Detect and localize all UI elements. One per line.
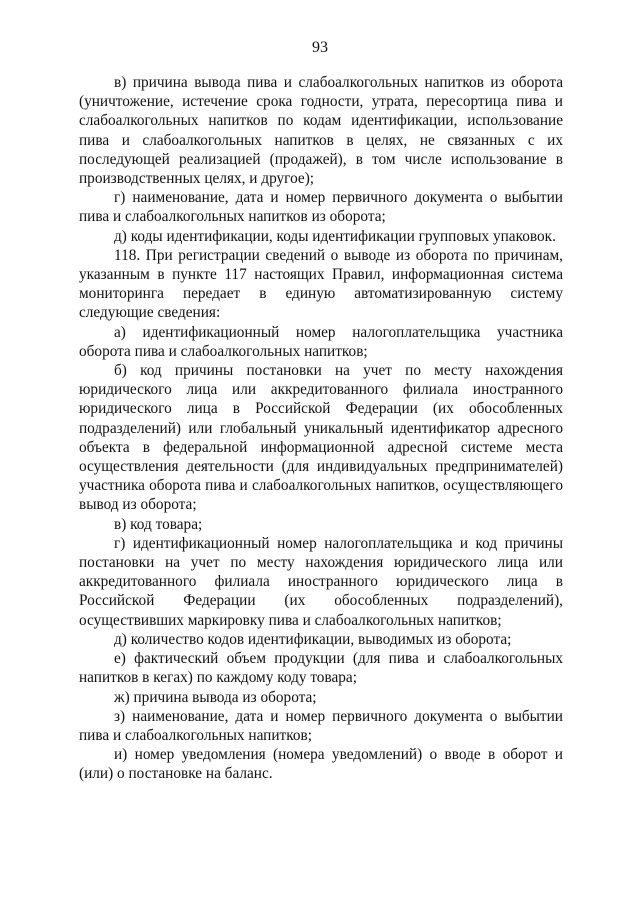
item-v-product-code: в) код товара; <box>114 515 203 533</box>
item-g-primary-document: г) наименование, дата и номер первичного документа о выбытии пива и слабоалкогольных напитков из оборота; <box>79 189 563 226</box>
item-z-primary-document: з) наименование, дата и номер первичного документа о выбытии пива и слабоалкогольных напитков; <box>79 707 563 744</box>
item-d-identification-codes: д) коды идентификации, коды идентификации групповых упаковок. <box>114 227 556 245</box>
document-body <box>79 73 563 784</box>
item-g-marking-participant: г) идентификационный номер налогоплательщика и код причины постановки на учет по месту нахождения юридического лица или аккредитованного филиала иностранного юридического лица в Российской Федерации (их обособленных подразделений), осуществивших маркировку пива и слабоалкогольных напитков; <box>79 534 563 629</box>
clause-118: 118. При регистрации сведений о выводе из оборота по причинам, указанным в пункте 117 настоящих Правил, информационная система мониторинга передает в единую автоматизированную систему следующие сведения: <box>79 246 563 322</box>
page-number: 93 <box>312 39 328 56</box>
item-i-notification-number: и) номер уведомления (номера уведомлений) о вводе в оборот и (или) о постановке на баланс. <box>79 746 563 783</box>
item-e-actual-volume: е) фактический объем продукции (для пива и слабоалкогольных напитков в кегах) по каждому коду товара; <box>79 650 563 687</box>
item-v-withdrawal-reason: в) причина вывода пива и слабоалкогольных напитков из оборота (уничтожение, истечение срока годности, утрата, пересортица пива и слабоалкогольных напитков по кодам идентификации, использование пива и слабоалкогольных напитков в целях, не связанных с их последующей реализацией (продажей), в том числе использование в производственных целях, и другое); <box>79 74 563 188</box>
item-b-registration-reason-code: б) код причины постановки на учет по месту нахождения юридического лица или аккредитованного филиала иностранного юридического лица в Российской Федерации (их обособленных подразделений) или глобальный уникальный идентификатор адресного объекта в федеральной информационной адресной системе места осуществления деятельности (для индивидуальных предпринимателей) участника оборота пива и слабоалкогольных напитков, осуществляющего вывод из оборота; <box>79 362 563 514</box>
item-a-taxpayer-number: а) идентификационный номер налогоплательщика участника оборота пива и слабоалкогольных напитков; <box>79 323 563 360</box>
item-zh-withdrawal-reason: ж) причина вывода из оборота; <box>114 688 317 706</box>
item-d-codes-count: д) количество кодов идентификации, выводимых из оборота; <box>114 630 512 648</box>
